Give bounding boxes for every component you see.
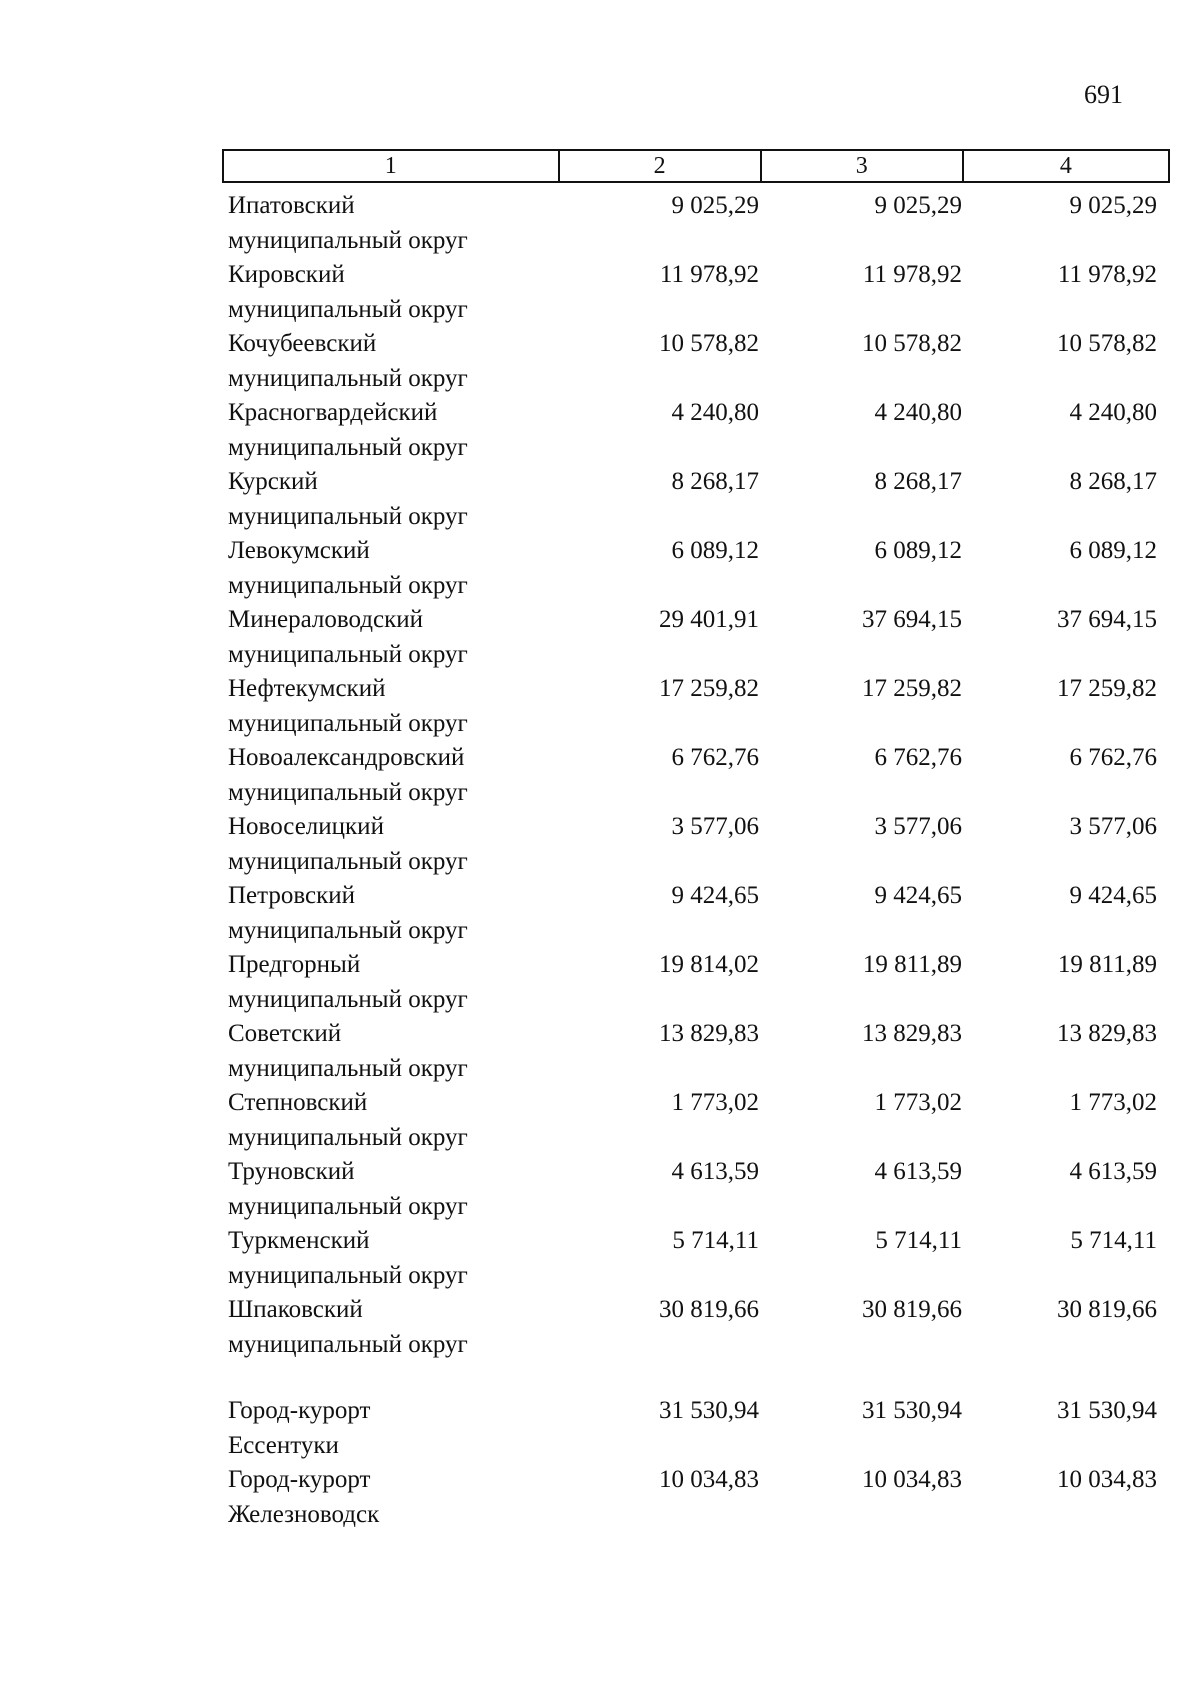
value-col-3: 13 829,83 [862, 1020, 962, 1047]
row-name [228, 1292, 558, 1362]
value-col-4: 9 424,65 [1069, 882, 1157, 909]
table-row [222, 1393, 1170, 1462]
row-name [228, 533, 558, 603]
row-name-line-1: Кочубеевский [228, 330, 377, 357]
row-name-line-1: Шпаковский [228, 1296, 363, 1323]
row-name-line-1: Нефтекумский [228, 675, 386, 702]
value-col-2: 6 762,76 [671, 744, 759, 771]
value-col-4: 11 978,92 [1057, 261, 1157, 288]
row-name [228, 671, 558, 741]
row-name [228, 464, 558, 534]
table-row [222, 602, 1170, 671]
value-col-4: 13 829,83 [1057, 1020, 1157, 1047]
row-name-line-2: муниципальный округ [228, 710, 468, 737]
value-col-2: 11 978,92 [659, 261, 759, 288]
value-col-4: 1 773,02 [1069, 1089, 1157, 1116]
value-col-3: 4 240,80 [874, 399, 962, 426]
table-row [222, 464, 1170, 533]
row-name-line-2: муниципальный округ [228, 572, 468, 599]
row-name-line-2: муниципальный округ [228, 1331, 468, 1358]
value-col-3: 9 025,29 [874, 192, 962, 219]
row-name [228, 602, 558, 672]
row-name [228, 395, 558, 465]
value-col-2: 29 401,91 [659, 606, 759, 633]
value-col-2: 3 577,06 [671, 813, 759, 840]
table-row [222, 947, 1170, 1016]
row-name-line-1: Новоалександровский [228, 744, 465, 771]
row-name-line-1: Новоселицкий [228, 813, 384, 840]
value-col-4: 17 259,82 [1057, 675, 1157, 702]
value-col-2: 31 530,94 [659, 1397, 759, 1424]
row-name-line-2: муниципальный округ [228, 779, 468, 806]
row-name [228, 740, 558, 810]
row-name-line-1: Советский [228, 1020, 342, 1047]
value-col-4: 6 089,12 [1069, 537, 1157, 564]
value-col-4: 30 819,66 [1057, 1296, 1157, 1323]
row-name-line-1: Левокумский [228, 537, 370, 564]
row-name [228, 1393, 558, 1463]
table-row [222, 1016, 1170, 1085]
value-col-3: 8 268,17 [874, 468, 962, 495]
row-name-line-1: Туркменский [228, 1227, 370, 1254]
value-col-3: 6 762,76 [874, 744, 962, 771]
table-row [222, 188, 1170, 257]
row-name-line-2: муниципальный округ [228, 1193, 468, 1220]
value-col-3: 17 259,82 [862, 675, 962, 702]
table-row [222, 1292, 1170, 1361]
row-name-line-2: муниципальный округ [228, 848, 468, 875]
row-name-line-1: Город-курорт [228, 1397, 371, 1424]
value-col-2: 1 773,02 [671, 1089, 759, 1116]
row-name-line-1: Степновский [228, 1089, 368, 1116]
table-row [222, 533, 1170, 602]
row-name-line-2: муниципальный округ [228, 641, 468, 668]
row-name-line-1: Предгорный [228, 951, 361, 978]
row-name-line-2: муниципальный округ [228, 434, 468, 461]
row-name [228, 1154, 558, 1224]
value-col-3: 11 978,92 [862, 261, 962, 288]
header-col-3: 3 [762, 151, 964, 181]
value-col-2: 4 613,59 [671, 1158, 759, 1185]
table-row [222, 1223, 1170, 1292]
value-col-2: 13 829,83 [659, 1020, 759, 1047]
value-col-4: 9 025,29 [1069, 192, 1157, 219]
value-col-3: 30 819,66 [862, 1296, 962, 1323]
table-row [222, 809, 1170, 878]
row-name-line-2: муниципальный округ [228, 227, 468, 254]
value-col-4: 6 762,76 [1069, 744, 1157, 771]
value-col-3: 5 714,11 [875, 1227, 962, 1254]
value-col-2: 9 424,65 [671, 882, 759, 909]
row-name-line-1: Петровский [228, 882, 356, 909]
value-col-2: 17 259,82 [659, 675, 759, 702]
value-col-2: 10 578,82 [659, 330, 759, 357]
row-name-line-1: Красногвардейский [228, 399, 438, 426]
table-row [222, 878, 1170, 947]
table-header [222, 149, 1170, 183]
row-name [228, 326, 558, 396]
row-name [228, 1223, 558, 1293]
table-row [222, 326, 1170, 395]
value-col-3: 31 530,94 [862, 1397, 962, 1424]
row-name-line-2: муниципальный округ [228, 1124, 468, 1151]
table-body [222, 188, 1170, 1531]
value-col-3: 3 577,06 [874, 813, 962, 840]
row-name [228, 947, 558, 1017]
row-name-line-2: Ессентуки [228, 1432, 339, 1459]
table-row [222, 257, 1170, 326]
header-col-4: 4 [1059, 152, 1072, 179]
row-name [228, 809, 558, 879]
row-name [228, 1462, 558, 1532]
value-col-3: 10 578,82 [862, 330, 962, 357]
value-col-4: 4 240,80 [1069, 399, 1157, 426]
table-row [222, 1154, 1170, 1223]
row-name-line-1: Курский [228, 468, 318, 495]
value-col-4: 10 034,83 [1057, 1466, 1157, 1493]
value-col-2: 30 819,66 [659, 1296, 759, 1323]
row-name-line-2: муниципальный округ [228, 917, 468, 944]
value-col-3: 6 089,12 [874, 537, 962, 564]
value-col-3: 19 811,89 [862, 951, 962, 978]
value-col-2: 10 034,83 [659, 1466, 759, 1493]
row-name-line-2: Железноводск [228, 1501, 380, 1528]
row-name-line-2: муниципальный округ [228, 296, 468, 323]
row-name [228, 188, 558, 258]
value-col-2: 8 268,17 [671, 468, 759, 495]
value-col-3: 1 773,02 [874, 1089, 962, 1116]
row-name-line-1: Город-курорт [228, 1466, 371, 1493]
value-col-4: 10 578,82 [1057, 330, 1157, 357]
row-name-line-2: муниципальный округ [228, 1262, 468, 1289]
table-row [222, 1462, 1170, 1531]
row-name [228, 878, 558, 948]
value-col-3: 37 694,15 [862, 606, 962, 633]
value-col-4: 4 613,59 [1069, 1158, 1157, 1185]
value-col-4: 8 268,17 [1069, 468, 1157, 495]
value-col-4: 5 714,11 [1070, 1227, 1157, 1254]
table-row [222, 740, 1170, 809]
row-name-line-1: Труновский [228, 1158, 355, 1185]
row-name-line-1: Ипатовский [228, 192, 355, 219]
row-name-line-2: муниципальный округ [228, 365, 468, 392]
row-name-line-1: Кировский [228, 261, 345, 288]
row-name [228, 1016, 558, 1086]
value-col-3: 4 613,59 [874, 1158, 962, 1185]
table-row [222, 671, 1170, 740]
value-col-3: 10 034,83 [862, 1466, 962, 1493]
table-row [222, 1085, 1170, 1154]
value-col-4: 3 577,06 [1069, 813, 1157, 840]
value-col-2: 5 714,11 [672, 1227, 759, 1254]
value-col-2: 6 089,12 [671, 537, 759, 564]
value-col-3: 9 424,65 [874, 882, 962, 909]
page-number: 691 [1084, 80, 1123, 109]
row-name [228, 257, 558, 327]
row-name [228, 1085, 558, 1155]
value-col-2: 19 814,02 [659, 951, 759, 978]
value-col-4: 37 694,15 [1057, 606, 1157, 633]
value-col-2: 9 025,29 [671, 192, 759, 219]
row-name-line-1: Минераловодский [228, 606, 424, 633]
header-col-2: 2 [560, 151, 762, 181]
value-col-4: 31 530,94 [1057, 1397, 1157, 1424]
header-col-1: 1 [224, 151, 560, 181]
row-name-line-2: муниципальный округ [228, 1055, 468, 1082]
value-col-4: 19 811,89 [1057, 951, 1157, 978]
value-col-2: 4 240,80 [671, 399, 759, 426]
table-row [222, 395, 1170, 464]
row-name-line-2: муниципальный округ [228, 986, 468, 1013]
row-name-line-2: муниципальный округ [228, 503, 468, 530]
